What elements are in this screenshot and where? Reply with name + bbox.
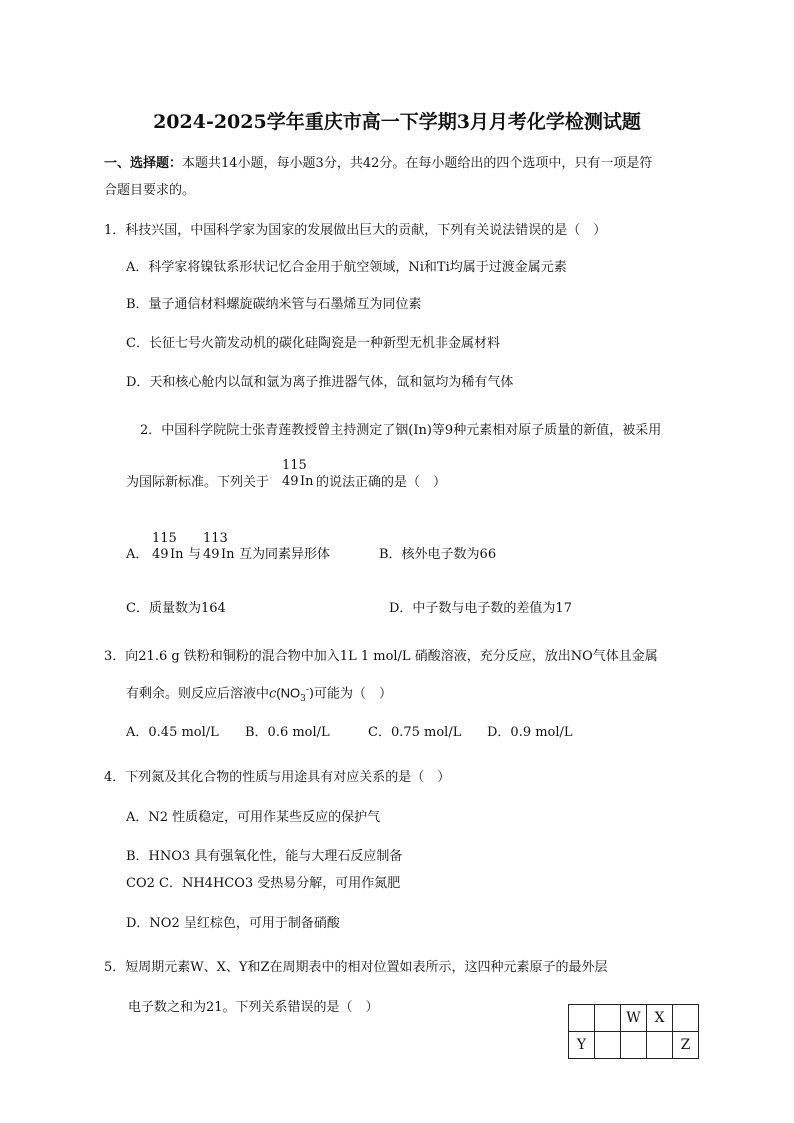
table-cell [673,1005,699,1032]
q1-option-c: C．长征七号火箭发动机的碳化硅陶瓷是一种新型无机非金属材料 [126,336,500,351]
table-cell [621,1032,647,1059]
page-title: 2024-2025学年重庆市高一下学期3月月考化学检测试题 [153,111,641,133]
q3-stem-line2-pre: 有剩余。则反应后溶液中 [126,686,270,702]
q2-stem-line2-post: 的说法正确的是（ ） [316,475,447,490]
q2-nuclide-in115 [282,458,316,492]
element-symbol: In [221,547,235,562]
section-header [104,156,652,172]
element-symbol: In [170,547,184,562]
atomic-number: 49 [203,547,220,562]
q2-option-b: B．核外电子数为66 [379,547,497,562]
q2-option-a-post: 互为同素异形体 [239,547,331,562]
q3-c-symbol: c [269,686,277,702]
table-cell [595,1032,621,1059]
q3-option-a: A．0.45 mol/L [126,725,219,740]
element-symbol: In [300,474,314,489]
q3-stem-line2-post: )可能为（ ） [308,686,392,702]
mass-number: 113 [203,531,228,546]
table-cell: X [647,1005,673,1032]
q2-option-c: C．质量数为164 [126,601,226,616]
q1-stem: 1．科技兴国，中国科学家为国家的发展做出巨大的贡献，下列有关说法错误的是（ ） [104,223,607,238]
q4-option-d: D．NO2 呈红棕色，可用于制备硝酸 [126,916,340,931]
q3-option-d: D．0.9 mol/L [487,725,573,740]
table-cell [647,1032,673,1059]
q2-option-a-mid: 与 [188,547,202,562]
table-cell: Z [673,1032,699,1059]
q2-option-a-label: A． [126,547,149,562]
section-text-line2: 合题目要求的。 [104,183,196,198]
q4-option-a: A．N2 性质稳定，可用作某些反应的保护气 [126,810,381,825]
q4-option-b: B．HNO3 具有强氧化性，能与大理石反应制备 [126,849,403,864]
q4-stem: 4．下列氮及其化合物的性质与用途具有对应关系的是（ ） [104,770,451,785]
q2-stem-line1: 2．中国科学院院士张青莲教授曾主持测定了铟(In)等9种元素相对原子质量的新值，被采用 [140,423,662,438]
table-row [569,1032,699,1059]
q2-option-a-nuclide-113 [203,531,237,563]
q4-option-b-cont-c: CO2 C．NH4HCO3 受热易分解，可用作氮肥 [126,876,401,891]
q1-option-b: B．量子通信材料螺旋碳纳米管与石墨烯互为同位素 [126,297,422,312]
table-row [569,1005,699,1032]
table-cell [569,1005,595,1032]
q3-stem-line2 [126,682,392,707]
q3-stem-line1: 3．向21.6 g 铁粉和铜粉的混合物中加入1L 1 mol/L 硝酸溶液，充分反应，放出NO气体且金属 [104,649,658,664]
mass-number: 115 [152,531,177,546]
q3-option-c: C．0.75 mol/L [368,725,462,740]
mass-number: 115 [282,458,307,473]
q2-option-d: D．中子数与电子数的差值为17 [389,601,572,616]
q3-option-b: B．0.6 mol/L [245,725,330,740]
table-cell [595,1005,621,1032]
q1-option-a: A．科学家将镍钛系形状记忆合金用于航空领域，Ni和Ti均属于过渡金属元素 [126,260,567,275]
q3-supminus: - [305,685,309,695]
q2-stem-line2-pre: 为国际新标准。下列关于 [126,475,270,490]
atomic-number: 49 [282,474,299,489]
q3-paren-open: (NO [276,685,301,701]
q5-stem-line2: 电子数之和为21。下列关系错误的是（ ） [128,1000,379,1015]
q3-sub3: 3 [300,693,306,704]
periodic-table-fragment [568,1004,699,1059]
atomic-number: 49 [152,547,169,562]
section-label: 一、选择题： [104,156,183,171]
table-cell: Y [569,1032,595,1059]
table-cell: W [621,1005,647,1032]
q1-option-d: D．天和核心舱内以氙和氩为离子推进器气体，氙和氩均为稀有气体 [126,375,514,390]
section-text-line1: 本题共14小题，每小题3分，共42分。在每小题给出的四个选项中，只有一项是符 [182,156,653,171]
q2-option-a-nuclide-115 [152,531,186,563]
q5-stem-line1: 5．短周期元素W、X、Y和Z在周期表中的相对位置如表所示，这四种元素原子的最外层 [104,960,608,975]
